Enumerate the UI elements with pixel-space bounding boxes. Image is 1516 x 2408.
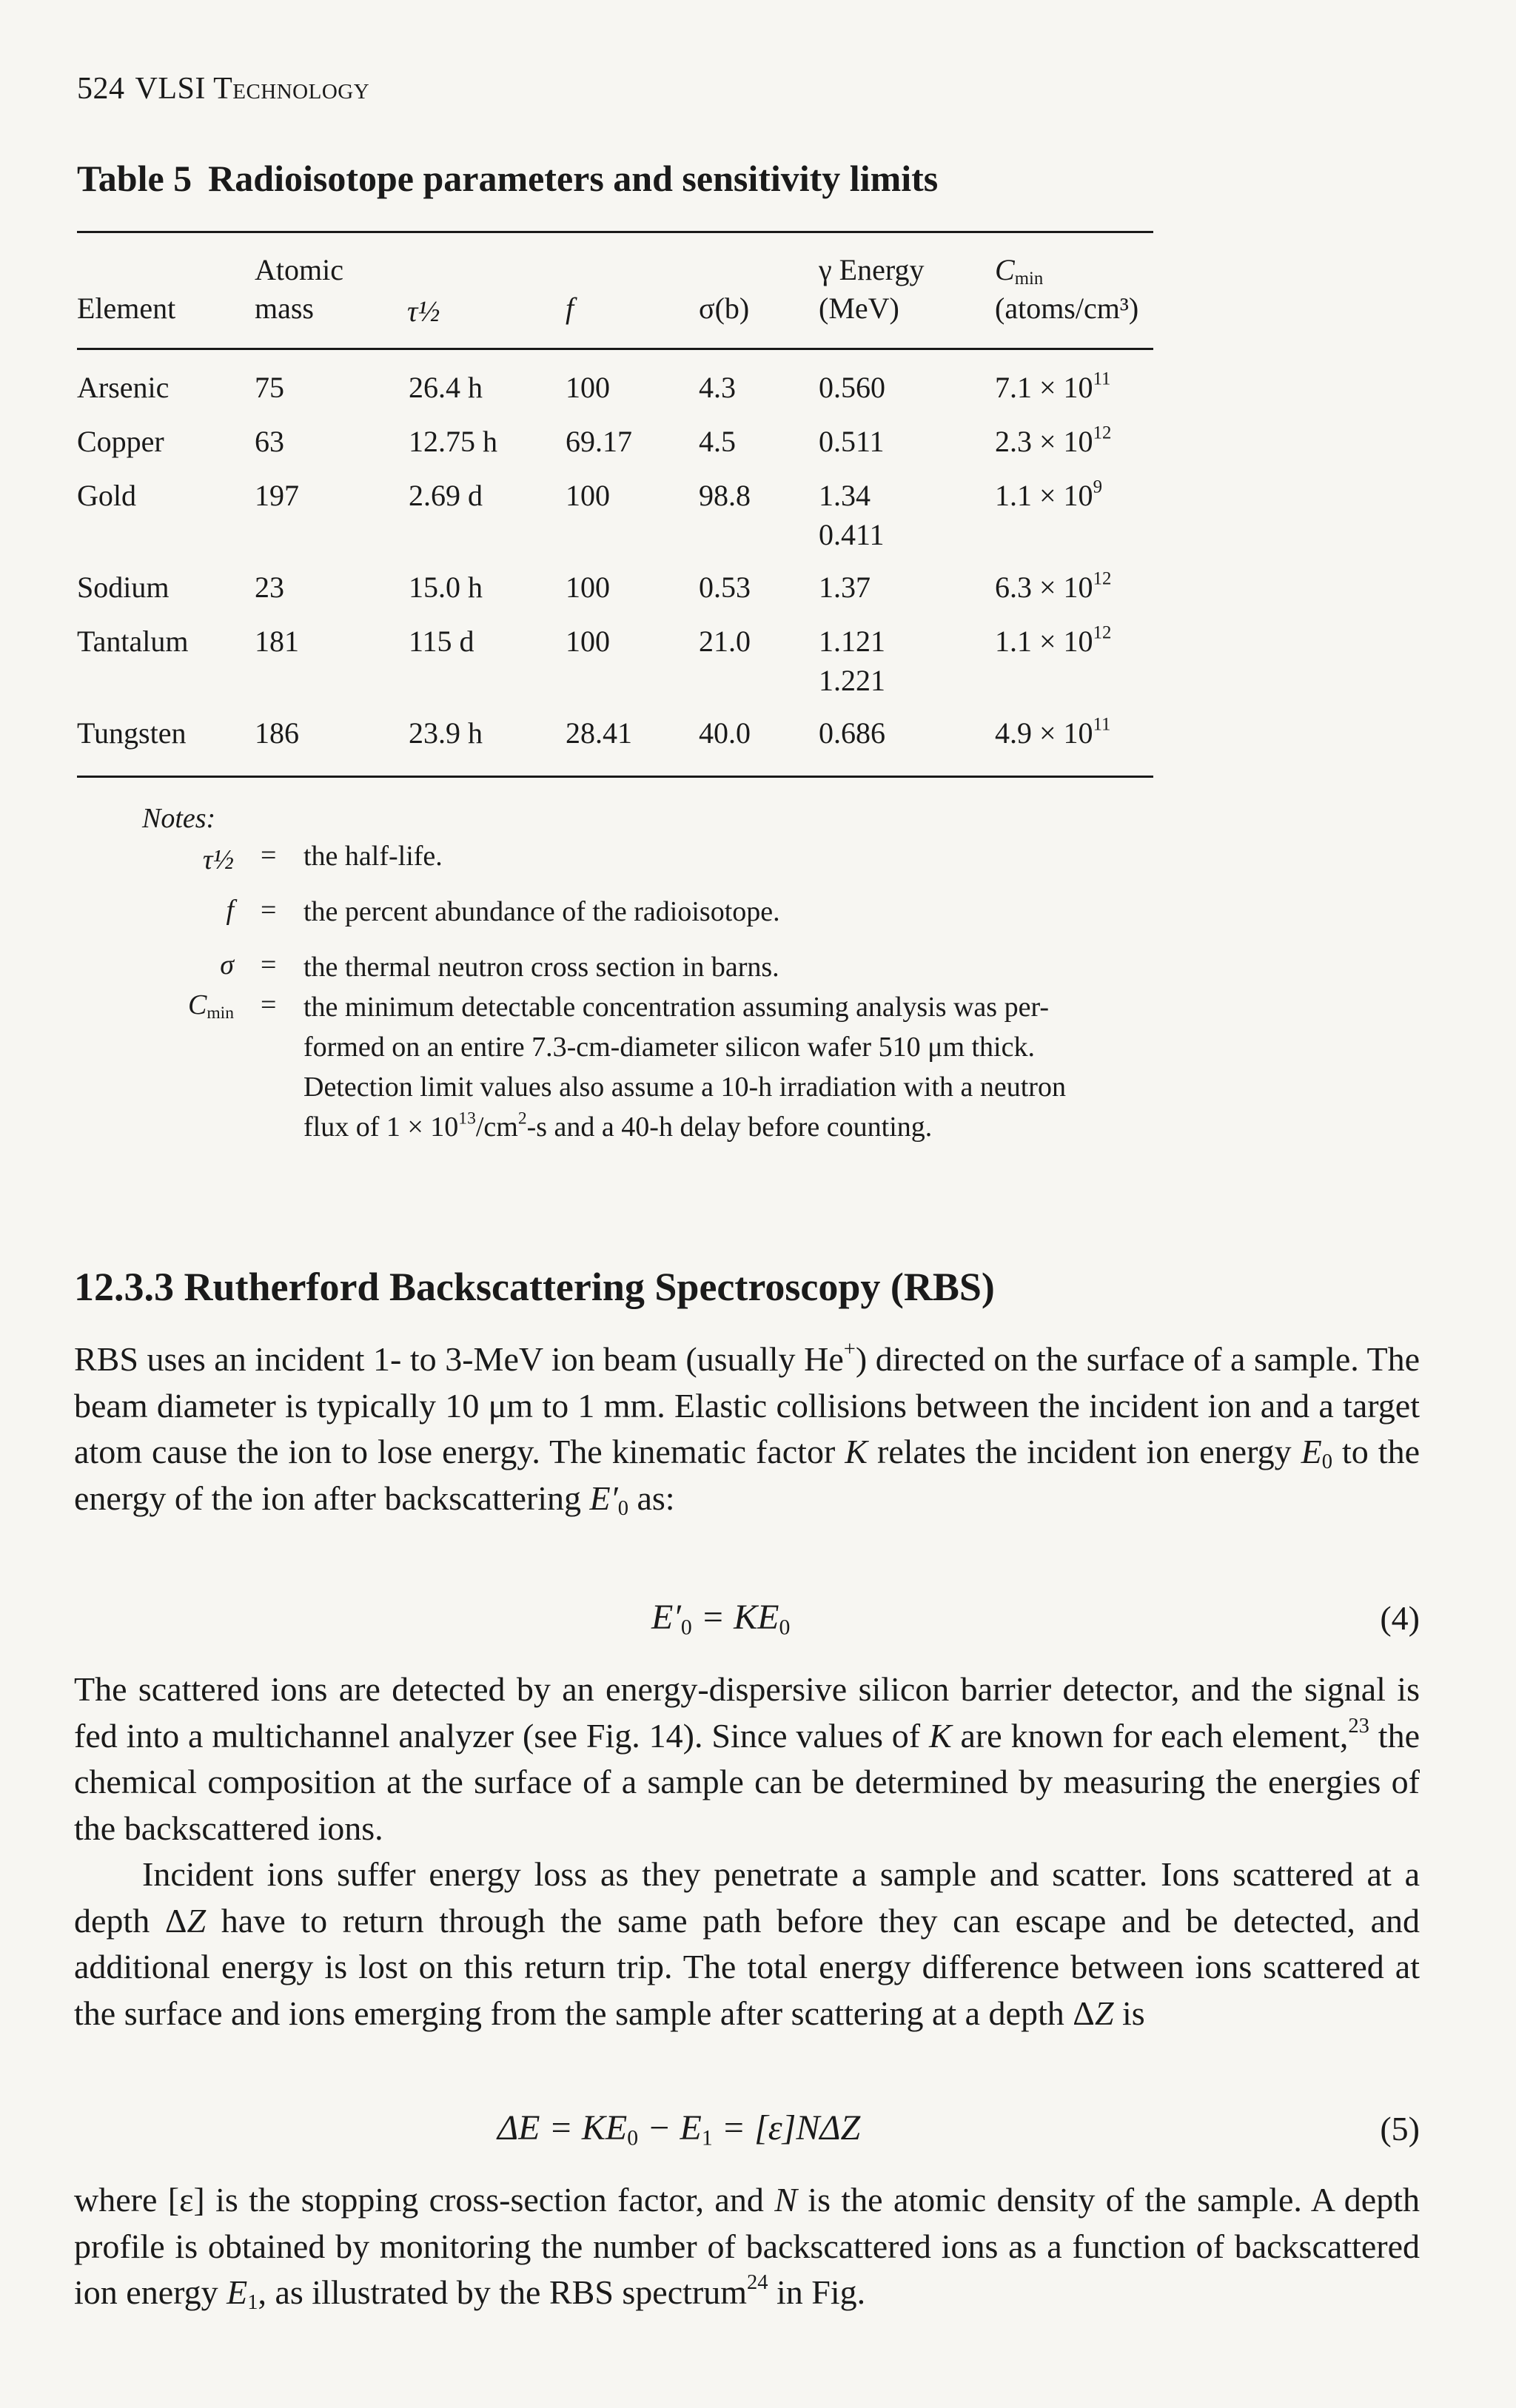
header-cmin-unit: (atoms/cm³)	[995, 292, 1139, 325]
note-symbol-cmin: $C_{min}$	[188, 989, 234, 1023]
cell-f: 100	[566, 371, 610, 404]
cell-f: 69.17	[566, 425, 632, 458]
note-text-cmin-1: the minimum detectable concentration assuming analysis was per-	[303, 992, 1049, 1023]
cell-energy: 0.686	[819, 716, 885, 750]
header-sigma: σ(b)	[699, 292, 750, 325]
cell-f: 100	[566, 479, 610, 512]
section-heading	[74, 1264, 995, 1310]
cell-mass: 186	[255, 716, 299, 750]
section-number: 12.3.3	[74, 1265, 174, 1309]
cell-cmin: $1.1 \times 10^{12}$	[995, 622, 1112, 658]
table-header-rule	[77, 348, 1153, 350]
cell-energy-secondary: 1.221	[819, 664, 885, 697]
cell-mass: 63	[255, 425, 284, 458]
table-bottom-rule	[77, 776, 1153, 778]
note-text-f: the percent abundance of the radioisotope.	[303, 896, 780, 927]
running-head	[77, 71, 369, 107]
header-atomic-line1: Atomic	[255, 253, 343, 286]
paragraph: where [ε] is the stopping cross-section factor, and N is the atomic density of the sample. A depth profile is obtained by monitoring the number of backscattered ions as a function of backscattered ion energy $E_1$, as illustrated by the RBS spectrum$^{24}$ in Fig.	[74, 2181, 1420, 2315]
notes-heading: Notes:	[142, 803, 216, 834]
cell-element: Gold	[77, 479, 136, 512]
cell-cmin: $6.3 \times 10^{12}$	[995, 568, 1112, 604]
equation-5: $\Delta E = KE_0 - E_1 = [\varepsilon]N\Delta Z$	[497, 2108, 861, 2150]
cell-element: Copper	[77, 425, 164, 458]
cell-mass: 197	[255, 479, 299, 512]
book-title: VLSI Technology	[135, 72, 370, 106]
cell-energy: 0.511	[819, 425, 885, 458]
equation-number-5: (5)	[1380, 2110, 1420, 2148]
cell-element: Sodium	[77, 571, 170, 604]
note-text-sigma: the thermal neutron cross section in barns.	[303, 952, 779, 983]
cell-halflife: 115 d	[409, 625, 474, 658]
paragraph: The scattered ions are detected by an energy-dispersive silicon barrier detector, and the signal is fed into a multichannel analyzer (see Fig. 14). Since values of K are known for each element,$^{23}$ the chemical composition at the surface of a sample can be determined by measuring the energies of the backscattered ions.	[74, 1670, 1420, 1847]
table-title: Radioisotope parameters and sensitivity limits	[208, 158, 939, 199]
note-text-halflife: the half-life.	[303, 841, 443, 872]
cell-f: 28.41	[566, 716, 632, 750]
header-gamma-line2: (MeV)	[819, 292, 899, 325]
equation-number-4: (4)	[1380, 1599, 1420, 1637]
header-gamma-line1: γ Energy	[819, 253, 925, 286]
note-symbol-f: f	[226, 895, 234, 926]
cell-cmin: $4.9 \times 10^{11}$	[995, 714, 1111, 750]
header-element: Element	[77, 292, 176, 325]
cell-sigma: 0.53	[699, 571, 751, 604]
cell-halflife: 15.0 h	[409, 571, 483, 604]
cell-element: Tantalum	[77, 625, 189, 658]
cell-sigma: 21.0	[699, 625, 751, 658]
note-equals: =	[261, 949, 277, 981]
cell-f: 100	[566, 571, 610, 604]
header-cmin: $C_{min}$	[995, 253, 1044, 289]
paragraph: RBS uses an incident 1- to 3-MeV ion beam (usually He+) directed on the surface of a sample. The beam diameter is typically 10 μm to 1 mm. Elastic collisions between the incident ion and a target atom cause the ion to lose energy. The kinematic factor K relates the incident ion energy $E_0$ to the energy of the ion after backscattering $E'_0$ as:	[74, 1338, 1420, 1520]
cell-mass: 75	[255, 371, 284, 404]
cell-halflife: 2.69 d	[409, 479, 483, 512]
note-equals: =	[261, 895, 277, 926]
equation-4: $E'_0 = KE_0$	[651, 1598, 791, 1640]
cell-element: Tungsten	[77, 716, 187, 750]
cell-energy-secondary: 0.411	[819, 518, 885, 551]
note-text-cmin-3: Detection limit values also assume a 10-h irradiation with a neutron	[303, 1072, 1066, 1103]
page-number: 524	[77, 72, 125, 106]
cell-energy: 1.121	[819, 625, 885, 658]
paragraph: Incident ions suffer energy loss as they penetrate a sample and scatter. Ions scattered at a depth ΔZ have to return through the same path before they can escape and be detected, and additional energy is lost on this return trip. The total energy difference between ions scattered at the surface and ions emerging from the sample after scattering at a depth ΔZ is	[74, 1855, 1421, 2032]
table-top-rule	[77, 231, 1153, 233]
cell-sigma: 40.0	[699, 716, 751, 750]
header-atomic-line2: mass	[255, 292, 314, 325]
note-text-cmin-2: formed on an entire 7.3-cm-diameter silicon wafer 510 μm thick.	[303, 1032, 1035, 1063]
cell-element: Arsenic	[77, 371, 170, 404]
cell-cmin: $2.3 \times 10^{12}$	[995, 423, 1112, 458]
cell-energy: 1.37	[819, 571, 871, 604]
cell-halflife: 23.9 h	[409, 716, 483, 750]
cell-f: 100	[566, 625, 610, 658]
cell-cmin: $1.1 \times 10^9$	[995, 477, 1102, 512]
header-halflife: τ½	[407, 295, 440, 328]
note-text-cmin-4: flux of $1 \times 10^{13}/cm^2-s$ and a 40-h delay before counting.	[303, 1109, 933, 1143]
note-symbol-sigma: σ	[220, 949, 234, 981]
cell-sigma: 4.3	[699, 371, 736, 404]
cell-halflife: 26.4 h	[409, 371, 483, 404]
cell-sigma: 4.5	[699, 425, 736, 458]
note-equals: =	[261, 989, 277, 1020]
cell-sigma: 98.8	[699, 479, 751, 512]
cell-energy: 1.34	[819, 479, 871, 512]
note-equals: =	[261, 840, 277, 871]
cell-halflife: 12.75 h	[409, 425, 497, 458]
header-f: f	[566, 292, 574, 325]
note-symbol-halflife: τ½	[202, 844, 234, 875]
table-label: Table 5	[77, 158, 192, 199]
cell-mass: 23	[255, 571, 284, 604]
cell-cmin: $7.1 \times 10^{11}$	[995, 369, 1111, 404]
cell-mass: 181	[255, 625, 299, 658]
section-title: Rutherford Backscattering Spectroscopy (RBS)	[184, 1265, 995, 1309]
cell-energy: 0.560	[819, 371, 885, 404]
table-caption	[77, 157, 938, 200]
